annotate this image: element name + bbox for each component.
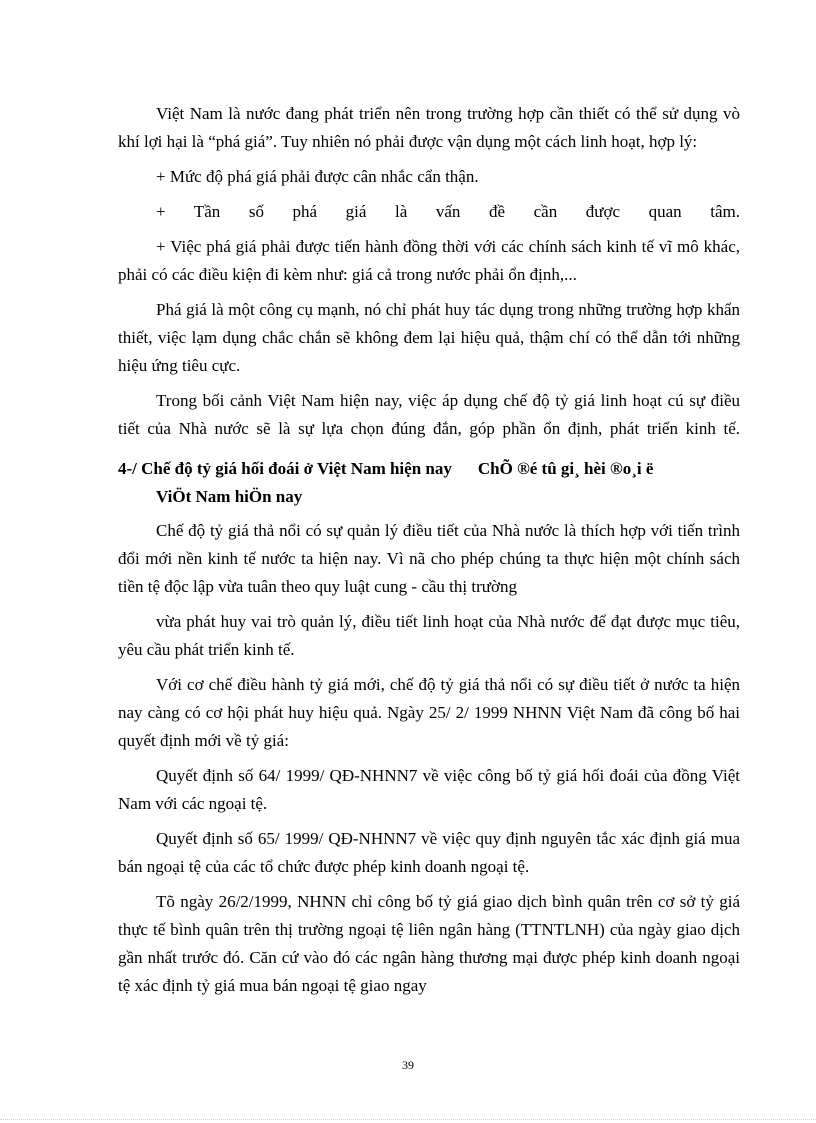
paragraph: Quyết định số 65/ 1999/ QĐ-NHNN7 về việc quy định nguyên tắc xác định giá mua bán ngoại tệ của các tổ chức được phép kinh doanh ngoại tệ.	[118, 829, 740, 876]
paragraph: Việt Nam là nước đang phát triển nên trong trường hợp cần thiết có thể sử dụng vò khí lợi hại là “phá giá”. Tuy nhiên nó phải được vận dụng một cách linh hoạt, hợp lý:	[118, 104, 740, 151]
paragraph: Trong bối cảnh Việt Nam hiện nay, việc áp dụng chế độ tỷ giá linh hoạt cú sự điều tiết của Nhà nước sẽ là sự lựa chọn đúng đắn, góp phần ổn định, phát triển kinh tế.	[118, 391, 740, 438]
bullet-item: + Tần số phá giá là vấn đề cần được quan tâm.	[156, 202, 740, 221]
paragraph: Quyết định số 64/ 1999/ QĐ-NHNN7 về việc công bố tỷ giá hối đoái của đồng Việt Nam với các ngoại tệ.	[118, 766, 740, 813]
heading-main: 4-/ Chế độ tỷ giá hối đoái ở Việt Nam hiện nay	[118, 459, 452, 478]
paragraph: vừa phát huy vai trò quản lý, điều tiết linh hoạt của Nhà nước để đạt được mục tiêu, yêu cầu phát triển kinh tế.	[118, 612, 740, 659]
paragraph: Phá giá là một công cụ mạnh, nó chỉ phát huy tác dụng trong những trường hợp khẩn thiết, việc lạm dụng chắc chắn sẽ không đem lại hiệu quả, thậm chí có thể dẫn tới những hiệu ứng tiêu cực.	[118, 300, 740, 375]
page-divider	[0, 1119, 816, 1121]
bullet-item: + Việc phá giá phải được tiến hành đồng thời với các chính sách kinh tế vĩ mô khác, phải có các điều kiện đi kèm như: giá cả trong nước phải ổn định,...	[118, 237, 740, 284]
page-number: 39	[402, 1058, 414, 1072]
paragraph: Tõ ngày 26/2/1999, NHNN chỉ công bố tỷ giá giao dịch bình quân trên cơ sở tỷ giá thực tế bình quân trên thị trường ngoại tệ liên ngân hàng (TTNTLNH) của ngày giao dịch gần nhất trước đó. Căn cứ vào đó các ngân hàng thương mại được phép kinh doanh ngoại tệ xác định tỷ giá mua bán ngoại tệ giao ngay	[118, 892, 740, 995]
body-text	[118, 100, 740, 1007]
paragraph: Với cơ chế điều hành tỷ giá mới, chế độ tỷ giá thả nổi có sự điều tiết ở nước ta hiện nay càng có cơ hội phát huy hiệu quả. Ngày 25/ 2/ 1999 NHNN Việt Nam đã công bố hai quyết định mới về tỷ giá:	[118, 675, 740, 750]
paragraph: Chế độ tỷ giá thả nổi có sự quản lý điều tiết của Nhà nước là thích hợp với tiến trình đổi mới nền kinh tế nước ta hiện nay. Vì nã cho phép chúng ta thực hiện một chính sách tiền tệ độc lập vừa tuân theo quy luật cung - cầu thị trường	[118, 521, 740, 596]
section-heading	[118, 455, 740, 511]
bullet-item: + Mức độ phá giá phải được cân nhắc cẩn thận.	[156, 167, 479, 186]
heading-garbled-text: ChÕ ®é tû gi¸ hèi ®o¸i ë	[477, 459, 654, 478]
heading-garbled-text-2: ViÖt Nam hiÖn nay	[156, 487, 303, 506]
